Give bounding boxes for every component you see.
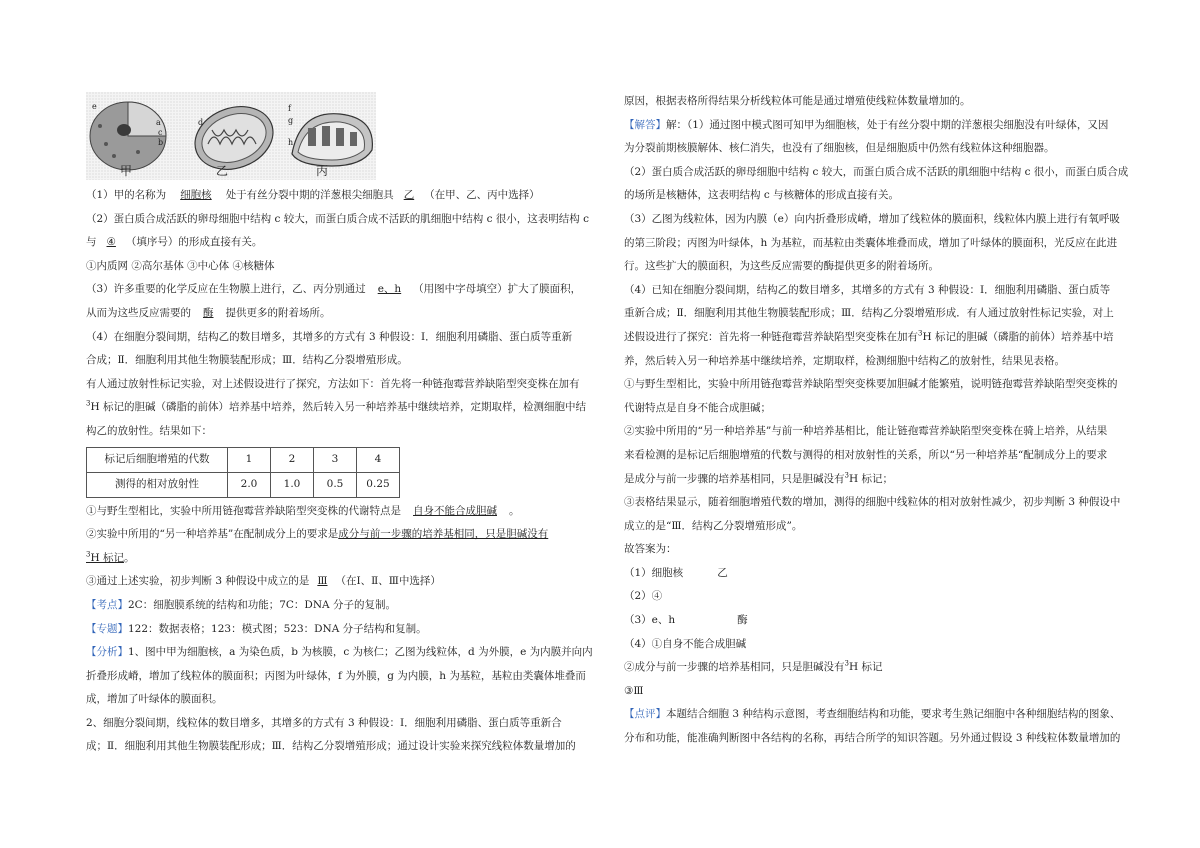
right-line-1: 原因，根据表格所得结果分析线粒体可能是通过增殖使线粒体数量增加的。 [624,95,971,107]
answer-blank-2: ④ [106,236,116,249]
right-line-18: ③表格结果显示，随着细胞增殖代数的增加，测得的细胞中线粒体的相对放射性减少，初步判断 3 种假设中 [624,496,1121,509]
dianping-section: 【点评】本题结合细胞 3 种结构示意图，考查细胞结构和功能，要求考生熟记细胞中各种细胞结构的图象、 [624,708,1121,721]
table-cell: 4 [357,447,400,472]
right-line-17: 是成分与前一步骤的培养基相同，只是胆碱没有$^3$H 标记； [624,471,893,485]
right-line-6: （3）乙图为线粒体，因为内膜（e）向内折叠形成嵴，增加了线粒体的膜面积，线粒体内膜上进行有氧呼吸 [624,212,1120,225]
right-line-8: 行。这些扩大的膜面积，为这些反应需要的酶提供更多的附着场所。 [624,260,939,273]
left-column [86,184,592,759]
answer-1: （1）细胞核 乙 [624,566,728,579]
experiment-line3: 构乙的放射性。结果如下： [86,424,212,437]
question-4-line1: （4）在细胞分裂间期，结构乙的数目增多，其增多的方式有 3 种假设：Ⅰ．细胞利用磷脂、蛋白质等重新 [86,330,573,343]
answer-blank-3a: e、h [377,283,402,296]
question-4-line2: 合成；Ⅱ．细胞利用其他生物膜装配形成；Ⅲ．结构乙分裂增殖形成。 [86,354,408,367]
question-1: （1）甲的名称为 细胞核 处于有丝分裂中期的洋葱根尖细胞具 乙 （在甲、乙、丙中选择） [86,189,540,201]
answer-blank-4a: 自身不能合成胆碱 [413,504,497,517]
results-table [86,447,400,498]
fenxi-line5: 成；Ⅱ．细胞利用其他生物膜装配形成；Ⅲ．结构乙分裂增殖形成；通过设计实验来探究线粒体数量增加的 [86,740,576,753]
right-line-22: 分布和功能，能准确判断图中各结构的名称，再结合所学的知识答题。另外通过假设 3 种线粒体数量增加的 [624,732,1121,745]
subquestion-1: ①与野生型相比，实验中所用链孢霉营养缺陷型突变株的代谢特点是 自身不能合成胆碱 。 [86,504,520,517]
answer-2: （2）④ [624,590,663,603]
right-column [624,90,1132,751]
experiment-line1: 有人通过放射性标记实验，对上述假设进行了探究，方法如下：首先将一种链孢霉营养缺陷型突变株在加有 [86,377,580,390]
answers-heading: 故答案为： [624,543,677,556]
right-line-16: 来看检测的是标记后细胞增殖的代数与测得的相对放射性的关系，所以“另一种培养基“配制成分上的要求 [624,448,1108,461]
question-3-line1: （3）许多重要的化学反应在生物膜上进行，乙、丙分别通过 e、h （用图中字母填空）扩大了膜面积， [86,283,582,296]
answer-5: ②成分与前一步骤的培养基相同，只是胆碱没有$^3$H 标记 [624,659,883,674]
question-2-options: ①内质网 ②高尔基体 ③中心体 ④核糖体 [86,259,275,272]
answer-6: ③Ⅲ [624,684,644,697]
right-line-15: ②实验中所用的“另一种培养基”与前一种培养基相比，能让链孢霉营养缺陷型突变株在骑上培养，从结果 [624,425,1108,438]
figure-label-jia: 甲 [120,164,133,178]
right-line-19: 成立的是“Ⅲ．结构乙分裂增殖形成”。 [624,519,803,532]
dianping-tag: 【点评】 [624,708,666,721]
right-line-4: （2）蛋白质合成活跃的卵母细胞中结构 c 较大，而蛋白质合成不活跃的肌细胞中结构 c 很小，而蛋白质合成 [624,165,1129,178]
fenxi-line3: 成，增加了叶绿体的膜面积。 [86,693,223,706]
fig-letter-c: c [158,128,163,137]
fig-letter-b: b [158,138,164,147]
jieda-section: 【解答】解：（1）通过图中模式图可知甲为细胞核，处于有丝分裂中期的洋葱根尖细胞没有叶绿体，又因 [624,118,1109,131]
right-line-7: 的第三阶段；丙图为叶绿体，h 为基粒，而基粒由类囊体堆叠而成，增加了叶绿体的膜面积，光反应在此进 [624,236,1118,249]
table-header-cell: 测得的相对放射性 [87,472,228,497]
table-row [87,447,400,472]
right-line-9: （4）已知在细胞分裂间期，结构乙的数目增多，其增多的方式有 3 种假设：Ⅰ．细胞利用磷脂、蛋白质等 [624,283,1111,296]
fig-letter-d: d [198,118,204,127]
right-line-3: 为分裂前期核膜解体、核仁消失，也没有了细胞核，但是细胞质中仍然有线粒体这种细胞器。 [624,142,1055,155]
fenxi-section: 【分析】1、图中甲为细胞核，a 为染色质，b 为核膜，c 为核仁；乙图为线粒体，d 为外膜，e 为内膜并向内 [86,646,593,659]
figure-label-yi: 乙 [216,164,229,178]
table-header-cell: 标记后细胞增殖的代数 [87,447,228,472]
subquestion-2-line1: ②实验中所用的“另一种培养基”在配制成分上的要求是成分与前一步骤的培养基相同，只是胆碱没有 [86,528,549,541]
right-line-14: 代谢特点是自身不能合成胆碱； [624,401,771,414]
table-cell: 2 [271,447,314,472]
answer-blank-1a: 细胞核 [180,189,212,201]
table-cell: 3 [314,447,357,472]
table-cell: 0.5 [314,472,357,497]
nucleus-drawing [90,102,166,170]
right-line-5: 的场所是核糖体，这表明结构 c 与核糖体的形成直接有关。 [624,189,900,202]
answer-4: （4）①自身不能合成胆碱 [624,637,747,650]
table-row [87,472,400,497]
kaodian-tag: 【考点】 [86,598,128,611]
fenxi-tag: 【分析】 [86,646,128,659]
subquestion-2-line2: $^3$H 标记。 [86,550,135,564]
question-3-line2: 从而为这些反应需要的 酶 提供更多的附着场所。 [86,306,331,319]
jieda-tag: 【解答】 [624,118,666,131]
answer-blank-4c: Ⅲ [317,575,328,588]
answer-blank-1b: 乙 [403,189,415,201]
question-2-line2: 与 ④ （填序号）的形成直接有关。 [86,236,263,249]
right-line-12: 养，然后转入另一种培养基中继续培养，定期取样，检测细胞中结构乙的放射性，结果见表格。 [624,354,1065,367]
experiment-line2: $^3$H 标记的胆碱（磷脂的前体）培养基中培养，然后转入另一种培养基中继续培养，定期取样，检测细胞中结 [86,399,586,414]
zhuanti-tag: 【专题】 [86,622,128,635]
subquestion-3: ③通过上述实验，初步判断 3 种假设中成立的是 Ⅲ （在Ⅰ、Ⅱ、Ⅲ中选择） [86,575,441,588]
fig-letter-f: f [288,104,291,113]
kaodian-section: 【考点】2C：细胞膜系统的结构和功能；7C：DNA 分子的复制。 [86,598,396,611]
table-cell: 2.0 [228,472,271,497]
fig-letter-a: a [156,118,161,127]
fenxi-line2: 折叠形成嵴，增加了线粒体的膜面积；丙图为叶绿体，f 为外膜，g 为内膜，h 为基粒，基粒由类囊体堆叠而 [86,669,586,682]
answer-3: （3）e、h 酶 [624,614,748,627]
fig-letter-e: e [92,102,97,111]
fenxi-line4: 2、细胞分裂间期，线粒体的数目增多，其增多的方式有 3 种假设：Ⅰ．细胞利用磷脂、蛋白质等重新合 [86,716,562,729]
right-line-10: 重新合成；Ⅱ．细胞利用其他生物膜装配形成；Ⅲ．结构乙分裂增殖形成．有人通过放射性标记实验，对上 [624,307,1114,320]
answer-blank-4b: 成分与前一步骤的培养基相同，只是胆碱没有 [338,528,549,541]
answer-blank-3b: 酶 [203,306,214,319]
right-line-11: 述假设进行了探究：首先将一种链孢霉营养缺陷型突变株在加有$^3$H 标记的胆碱（磷脂的前体）培养基中培 [624,329,1114,343]
table-cell: 0.25 [357,472,400,497]
right-line-13: ①与野生型相比，实验中所用链孢霉营养缺陷型突变株要加胆碱才能繁殖，说明链孢霉营养缺陷型突变株的 [624,378,1118,391]
figure-label-bing: 丙 [316,164,329,178]
table-cell: 1.0 [271,472,314,497]
table-cell: 1 [228,447,271,472]
fig-letter-g: g [288,116,294,125]
fig-letter-h: h [288,138,294,147]
question-2-line1: （2）蛋白质合成活跃的卵母细胞中结构 c 较大，而蛋白质合成不活跃的肌细胞中结构 c 很小，这表明结构 c [86,212,590,225]
zhuanti-section: 【专题】122：数据表格；123：模式图；523：DNA 分子结构和复制。 [86,622,427,635]
